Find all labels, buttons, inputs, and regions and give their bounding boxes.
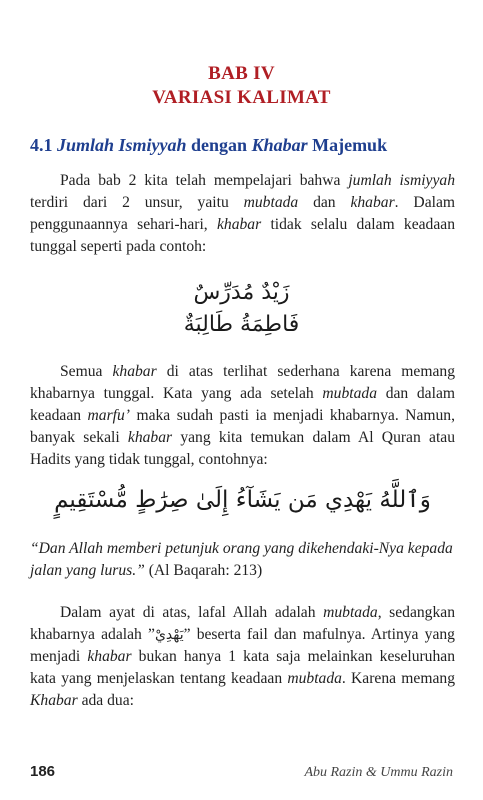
text-run: bukan hanya 1 kata saja melainkan keseluruhan kata yang menjelaskan tentang keadaan	[30, 648, 455, 687]
text-run: . Karena memang	[341, 670, 455, 687]
section-term-khabar: Khabar	[251, 135, 308, 155]
italic-term: khabar	[350, 194, 395, 211]
translation-text: “Dan Allah memberi petunjuk orang yang dikehendaki-Nya kepada jalan yang lurus.”	[30, 540, 453, 579]
text-run: Pada bab 2 kita telah mempelajari bahwa	[60, 172, 349, 189]
text-run: , sedangkan khabarnya adalah ”	[30, 604, 455, 643]
chapter-number: BAB IV	[208, 63, 275, 84]
italic-term: khabar	[87, 648, 132, 665]
text-run: ” beserta fail dan mafulnya. Artinya yang menjadi	[30, 626, 455, 665]
text-run: Dalam ayat di atas, lafal Allah adalah	[60, 604, 324, 621]
paragraph-analysis	[30, 602, 455, 712]
italic-term: mubtada	[323, 604, 378, 621]
text-run: dan dalam keadaan	[30, 385, 455, 424]
translation-source: (Al Baqarah: 213)	[144, 562, 263, 579]
chapter-title: VARIASI KALIMAT	[152, 87, 331, 108]
italic-term: mubtada	[243, 194, 299, 211]
text-run: ada dua:	[77, 692, 134, 709]
arabic-example-1: زَيْدٌ مُدَرِّسٌ	[193, 280, 290, 305]
running-footer-author: Abu Razin & Ummu Razin	[304, 765, 453, 780]
section-term-jumlah: Jumlah Ismiyyah	[57, 135, 187, 155]
text-run: di atas terlihat sederhana karena memang khabarnya tunggal. Kata yang ada setelah	[30, 363, 455, 402]
section-heading	[30, 135, 460, 156]
arabic-example-2: فَاطِمَةُ طَالِبَةٌ	[183, 312, 300, 337]
text-run: . Dalam penggunaannya sehari-hari,	[30, 194, 455, 233]
text-run: tidak selalu dalam keadaan tunggal seperti pada contoh:	[30, 216, 455, 255]
paragraph-intro	[30, 170, 455, 258]
italic-term: khabar	[127, 429, 173, 446]
section-number: 4.1	[30, 135, 53, 155]
section-tail: Majemuk	[312, 135, 388, 155]
text-run: dan	[298, 194, 351, 211]
italic-term: marfu’	[87, 407, 130, 424]
text-run: terdiri dari 2 unsur, yaitu	[30, 194, 244, 211]
italic-term: Khabar	[30, 692, 78, 709]
italic-term: mubtada	[322, 385, 377, 402]
section-connector: dengan	[191, 135, 248, 155]
quran-verse: وَٱللَّهُ يَهْدِي مَن يَشَآءُ إِلَىٰ صِرَٰطٍ مُّسْتَقِيمٍ	[54, 487, 431, 513]
text-run: maka sudah pasti ia menjadi khabarnya. Namun, banyak sekali	[30, 407, 455, 446]
text-run: Semua	[60, 363, 113, 380]
paragraph-explanation	[30, 361, 455, 471]
verse-translation	[30, 538, 455, 582]
italic-term: khabar	[112, 363, 157, 380]
italic-term: jumlah ismiyyah	[348, 172, 455, 189]
inline-arabic-word: يَهْدِيْ	[154, 627, 184, 643]
text-run: yang kita temukan dalam Al Quran atau Hadits yang tidak tunggal, contohnya:	[30, 429, 455, 468]
italic-term: mubtada	[287, 670, 342, 687]
page-number: 186	[30, 763, 56, 780]
italic-term: khabar	[216, 216, 262, 233]
